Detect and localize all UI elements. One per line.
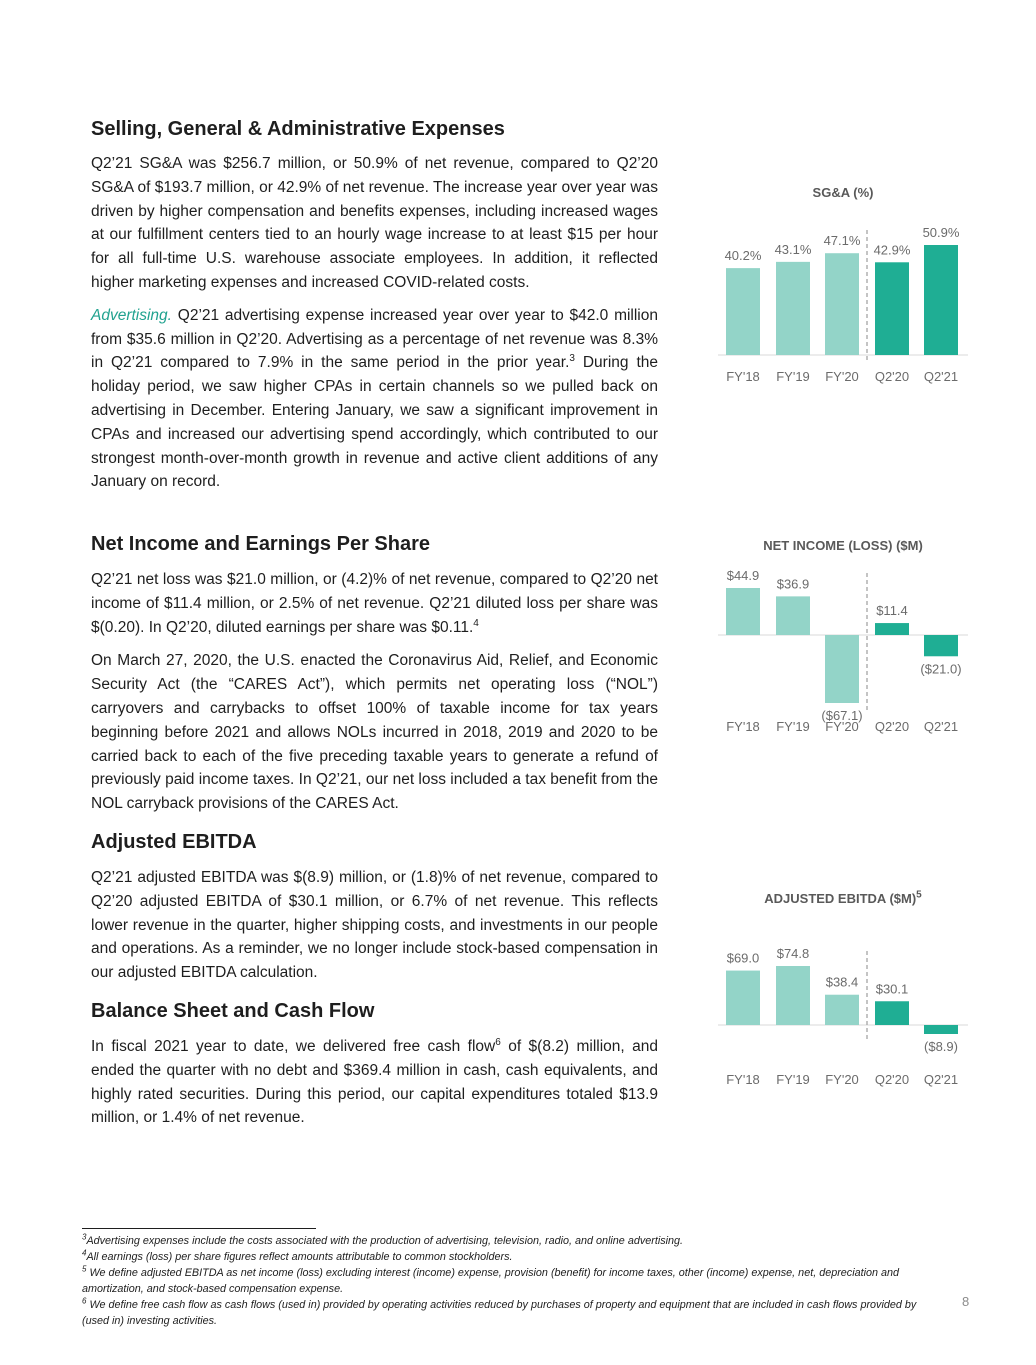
x-tick-label: FY'20 [825, 719, 859, 734]
bar [825, 995, 859, 1025]
x-tick-label: FY'18 [726, 1072, 760, 1087]
section-heading: Balance Sheet and Cash Flow [91, 1000, 375, 1022]
footnote-divider [82, 1228, 316, 1229]
bar [924, 245, 958, 355]
footnote: $^4$All earnings (loss) per share figures reflect amounts attributable to common stockholders. [82, 1248, 513, 1263]
x-tick-label: FY'19 [776, 719, 810, 734]
x-tick-label: FY'20 [825, 369, 859, 384]
x-tick-label: Q2'20 [874, 719, 910, 734]
bar [776, 596, 810, 635]
x-tick-label: Q2'21 [923, 1072, 959, 1087]
bar [726, 971, 760, 1025]
data-label: $11.4 [876, 603, 908, 619]
bar [825, 635, 859, 703]
bar [825, 253, 859, 355]
data-label: 40.2% [724, 248, 762, 264]
data-label: 50.9% [922, 225, 960, 240]
paragraph: Q2’21 net loss was $21.0 million, or (4.2)% of net revenue, compared to Q2’20 net income of $11.4 million, or 2.5% of net revenue. Q2’21 diluted loss per share was $(0.20). In Q2’20, diluted earnings per share was $0.11.$^4$ [91, 571, 658, 636]
bar [726, 268, 760, 355]
bar [875, 623, 909, 635]
paragraph: On March 27, 2020, the U.S. enacted the Coronavirus Aid, Relief, and Economic Security Act (the “CARES Act”), which permits net operating loss (“NOL”) carryovers and carrybacks to offset 100% of taxable income for tax years beginning before 2021 and allows NOLs incurred in 2018, 2019 and 2020 to be carried back to each of the five preceding taxable years to generate a refund of previously paid income taxes. In Q2’21, our net loss included a tax benefit from the NOL carryback provisions of the CARES Act. [91, 652, 658, 813]
bar [875, 1001, 909, 1025]
paragraph: Q2’21 adjusted EBITDA was $(8.9) million, or (1.8)% of net revenue, compared to Q2’20 adjusted EBITDA of $30.1 million, or 6.7% of net revenue. This reflects lower revenue in the quarter, higher shipping costs, and investments in our people and operations. As a reminder, we no longer include stock-based compensation in our adjusted EBITDA calculation. [91, 869, 658, 982]
x-tick-label: Q2'20 [874, 1072, 910, 1087]
chart-title: NET INCOME (LOSS) ($M) [763, 538, 923, 553]
x-tick-label: FY'19 [776, 369, 810, 384]
data-label: $74.8 [776, 946, 810, 961]
sga-section [91, 116, 658, 494]
data-label: $38.4 [825, 974, 859, 990]
net-income-section [91, 531, 658, 816]
paragraph: Advertising. Q2’21 advertising expense increased year over year to $42.0 million from $35.6 million in Q2’20. Advertising as a percentage of net revenue was 8.3% in Q2’21 compared to 7.9% in the same period in the prior year.$^3$ During the holiday period, we saw higher CPAs in certain channels so we pulled back on advertising in December. Entering January, we saw a significant improvement in CPAs and increased our advertising spend accordingly, which contributed to our strongest month-over-month growth in revenue and active client additions of any January on record. [91, 306, 658, 491]
x-tick-label: FY'18 [726, 719, 760, 734]
bar [726, 588, 760, 635]
x-tick-label: FY'20 [825, 1072, 859, 1087]
footnotes [82, 1233, 942, 1329]
section-heading: Adjusted EBITDA [91, 831, 257, 853]
footnote: $^3$Advertising expenses include the costs associated with the production of advertising, television, radio, and online advertising. [82, 1232, 684, 1247]
advertising-label: Advertising. [91, 306, 172, 324]
data-label: ($67.1) [821, 708, 863, 723]
footnote: $^5$ We define adjusted EBITDA as net income (loss) excluding interest (income) expense, provision (benefit) for income taxes, other (income) expense, net, depreciation and amortization, and stock-based compensation expense. [82, 1264, 900, 1295]
data-label: $36.9 [776, 576, 810, 592]
data-label: 47.1% [823, 233, 861, 249]
x-tick-label: FY'18 [726, 369, 760, 384]
footnote: $^6$ We define free cash flow as cash flows (used in) provided by operating activities reduced by purchases of property and equipment that are included in cash flows provided by (used in) investing activities. [82, 1296, 917, 1327]
bar [875, 262, 909, 355]
net-income-chart-svg [718, 538, 968, 748]
data-label: $69.0 [726, 950, 760, 966]
bar [924, 1025, 958, 1034]
data-label: 42.9% [873, 242, 911, 258]
data-label: $44.9 [726, 568, 760, 583]
paragraph: In fiscal 2021 year to date, we delivered free cash flow$^6$ of $(8.2) million, and ended the quarter with no debt and $369.4 million in cash, cash equivalents, and highly rated securities. During this period, our capital expenditures totaled $13.9 million, or 1.4% of net revenue. [91, 1036, 658, 1127]
x-tick-label: Q2'20 [874, 369, 910, 384]
ebitda-chart-svg [718, 891, 968, 1101]
section-heading: Net Income and Earnings Per Share [91, 533, 430, 555]
data-label: ($8.9) [924, 1039, 958, 1054]
chart-title: SG&A (%) [812, 185, 874, 200]
ebitda-section [91, 829, 658, 985]
balance-section [91, 998, 658, 1130]
section-heading: Selling, General & Administrative Expenses [91, 118, 505, 140]
chart-title: ADJUSTED EBITDA ($M)$^5$ [764, 889, 922, 906]
bar [776, 966, 810, 1025]
bar [776, 262, 810, 355]
x-tick-label: FY'19 [776, 1072, 810, 1087]
data-label: 43.1% [774, 241, 812, 257]
page-number: 8 [962, 1294, 970, 1309]
bar [924, 635, 958, 656]
x-tick-label: Q2'21 [923, 719, 959, 734]
sga-chart-svg [718, 185, 968, 395]
data-label: ($21.0) [920, 661, 962, 677]
data-label: $30.1 [875, 981, 909, 997]
x-tick-label: Q2'21 [923, 369, 959, 384]
paragraph: Q2’21 SG&A was $256.7 million, or 50.9% of net revenue, compared to Q2’20 SG&A of $193.7 million, or 42.9% of net revenue. The increase year over year was driven by higher compensation and benefits expenses, including increased wages at our fulfillment centers tied to an hourly wage increase to at least $15 per hour for all full-time U.S. warehouse associate employees. In addition, it reflected higher marketing expenses and increased COVID-related costs. [91, 155, 658, 291]
